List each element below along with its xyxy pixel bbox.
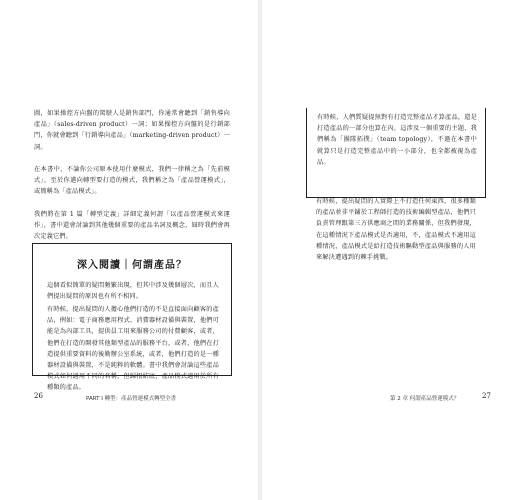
sidebar-box-paragraph-2: 有時候，提出疑問的人擔心他們打造的不是直接面向顧客的產品，例如：電子商務應用程式、消費器材設備與裝置，他們可能是為內部工具，提供員工用來服務公司的付費顧客，或者，他們在打造的開發其他類型產品的服務平台，或者，他們在打造提供重要資料的後勤辦公室系統，或者，他們打造的是一種器材設備與裝置，不是純粹的軟體。書中我們會討論這些產品模式如何適用不同的名稱，但歸根結底，產品模式適用於所有種類的產品。	[47, 306, 219, 392]
left-paragraph-1: 圖，如果操控方向盤的駕駛人是銷售部門，你通常會聽到「銷售導向產品」（sales-driven product）一詞；如果操控方向盤的是行銷部門，你就會聽到「行銷導向產品」（marketing-driven product）一詞。	[34, 110, 230, 151]
sidebar-box-continued	[306, 108, 486, 198]
left-paragraph-3: 我們將在第 1 篇「轉型定義」詳細定義何謂「以產品營運模式來運作」，書中還會討論到其他幾個重要的產品名詞及概念，屆時我們會再次定義它們。	[34, 211, 230, 241]
sidebar-box-title: 深入閱讀｜何謂產品？	[77, 260, 187, 271]
sidebar-box-paragraph-1: 這個看似簡單的疑問頻繁出現，但其中涉及幾個層次，而且人們提出疑問的原因也有所不相同。	[47, 282, 219, 301]
right-page-number: 27	[482, 392, 491, 400]
right-paragraph-1: 有時候，提出疑問的人實際上不打造任何東西，很多種類的產品並非平鋪於工程師打造的技術編輯型產品，他們只負責管理跟第三方供應商之間的業務關係，但我們發現，在這種情況下產品模式是否適用，不，產品模式不適用這種情況，產品模式是給打造技術驅動型產品與服務的人用來解決遭遇到的棘手挑戰。	[316, 198, 476, 262]
right-running-title: 第 2 章 何謂產品營運模式？	[390, 396, 460, 402]
sidebar-box-continued-paragraph: 有時候，人們質疑提無對有打造完整產品才算產品，還是打造產品的一部分也算在內，這涉及一個重要的主題，我們稱為「團隊拓撲」（team topology），不過在本書中就算只是打造完整產品中的一小部分，也全都被視為產品。	[317, 114, 477, 166]
left-paragraph-2: 在本書中，不論你公司原本使用什麼模式，我們一律稱之為「先前模式」，至於你邁向轉型要打造的模式，我們稱之為「產品營運模式」，或簡稱為「產品模式」。	[34, 166, 230, 196]
left-running-title: PART I 轉型：產品營運模式轉型全書	[86, 396, 177, 402]
left-page	[0, 0, 258, 500]
sidebar-box-what-is-product	[32, 243, 232, 392]
left-page-number: 26	[34, 392, 43, 400]
right-page	[262, 0, 520, 500]
